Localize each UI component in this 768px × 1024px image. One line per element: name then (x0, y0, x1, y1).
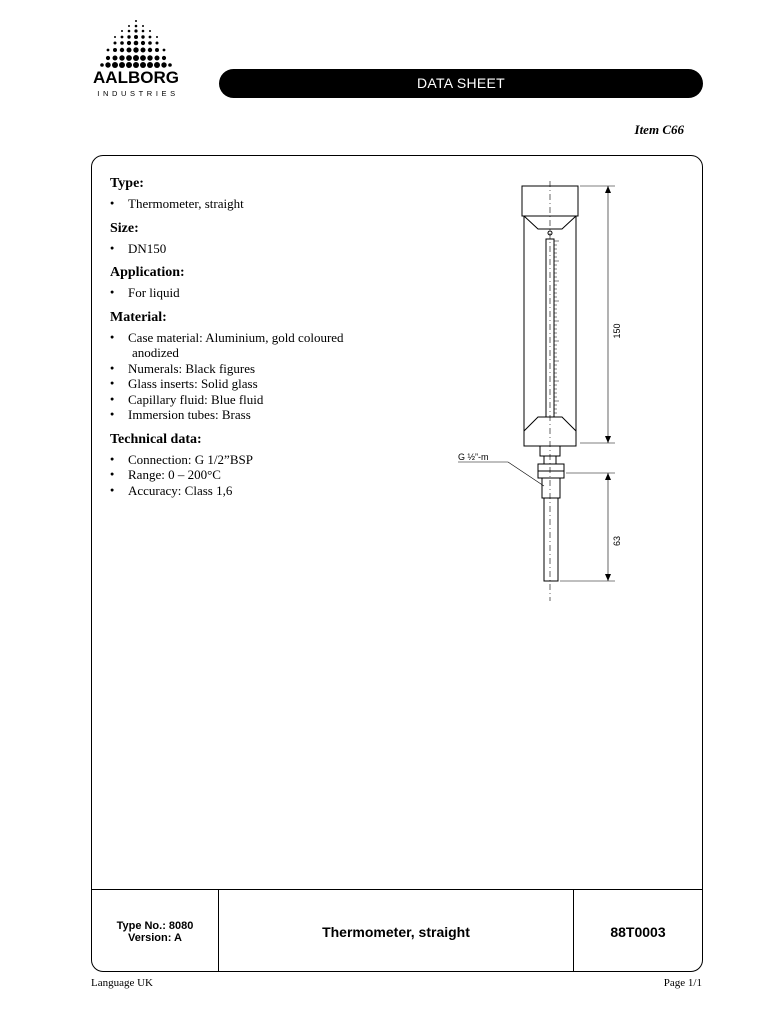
data-sheet-banner: DATA SHEET (219, 69, 703, 98)
list-item: ● Glass inserts: Solid glass (110, 376, 410, 392)
thread-label: G ½”-m (458, 452, 489, 462)
list-item: ● Connection: G 1/2”BSP (110, 452, 410, 468)
logo-name: AALBORG (93, 68, 179, 87)
type-number: Type No.: 8080 (116, 920, 194, 932)
item-number: Item C66 (634, 122, 684, 137)
section-size (110, 221, 410, 257)
section-material (110, 310, 410, 423)
section-heading: Technical data: (110, 431, 202, 447)
dimension-label-top: 150 (612, 323, 622, 339)
list-item: ● Numerals: Black figures (110, 361, 410, 377)
list-item: ● Immersion tubes: Brass (110, 407, 410, 423)
section-technical-data (110, 432, 410, 499)
footer-type-cell (92, 890, 219, 972)
list-item: ● Thermometer, straight (110, 196, 410, 212)
list-item: ● Accuracy: Class 1,6 (110, 483, 410, 499)
list-item-continuation: anodized (132, 345, 179, 360)
version: Version: A (128, 932, 182, 944)
footer-code: 88T0003 (610, 924, 666, 940)
content-frame (91, 155, 703, 972)
section-type (110, 176, 410, 212)
section-heading: Type: (110, 176, 144, 191)
list-item: ● Range: 0 – 200°C (110, 467, 410, 483)
spec-list (110, 176, 410, 507)
page-number: Page 1/1 (663, 977, 702, 989)
list-item-text: Case material: Aluminium, gold coloured (128, 329, 344, 345)
thermometer-drawing (458, 181, 658, 601)
list-item: ● For liquid (110, 285, 410, 301)
logo-subtitle: INDUSTRIES (97, 89, 179, 98)
aalborg-logo (86, 18, 186, 100)
language-label: Language UK (91, 977, 154, 989)
section-application (110, 265, 410, 301)
footer-title: Thermometer, straight (219, 890, 574, 972)
dimension-label-bottom: 63 (612, 535, 622, 547)
list-item: ● Capillary fluid: Blue fluid (110, 392, 410, 408)
footer-table (92, 889, 702, 972)
logo-dots-icon (100, 18, 172, 68)
list-item: ● DN150 (110, 241, 410, 257)
list-item (110, 330, 410, 361)
section-heading: Application: (110, 265, 185, 280)
section-heading: Size: (110, 220, 139, 236)
section-heading: Material: (110, 309, 167, 325)
